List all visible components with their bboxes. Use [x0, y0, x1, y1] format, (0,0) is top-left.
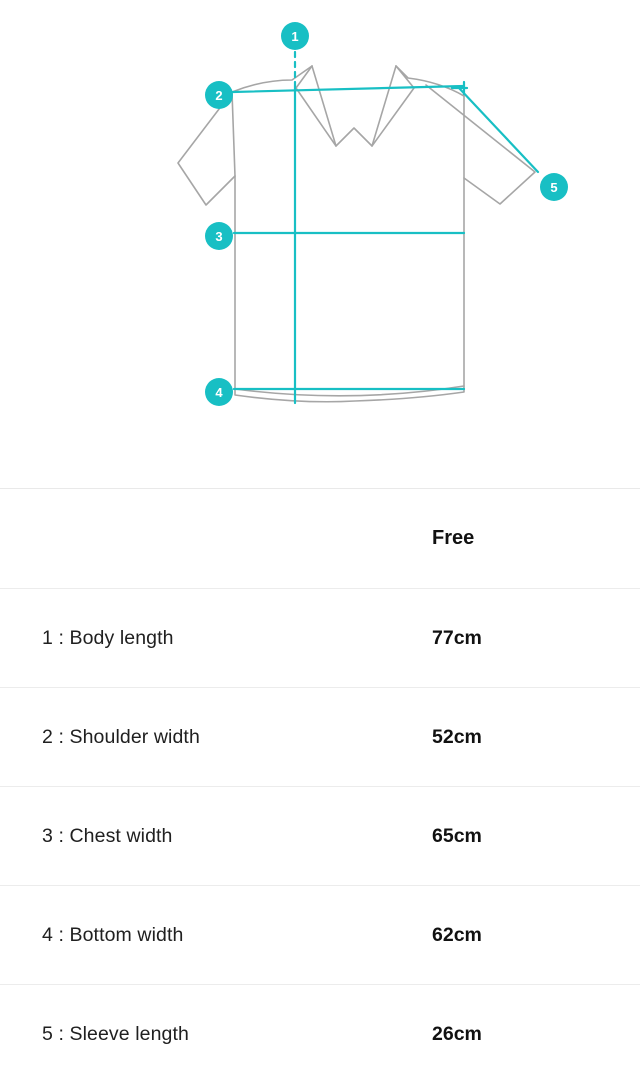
- table-row: [0, 886, 640, 985]
- svg-text:3: 3: [215, 229, 223, 244]
- svg-text:2: 2: [215, 88, 223, 103]
- svg-text:4: 4: [215, 385, 223, 400]
- table-row: [0, 787, 640, 886]
- size-table: [0, 488, 640, 1080]
- marker-4: [205, 378, 233, 406]
- measure-label: 2 : Shoulder width: [42, 725, 200, 748]
- marker-5: [540, 173, 568, 201]
- measure-value: 26cm: [432, 1023, 482, 1045]
- measure-value: 65cm: [432, 824, 482, 847]
- measure-value: 62cm: [432, 923, 482, 946]
- table-header-row: [0, 489, 640, 589]
- marker-1: [281, 22, 309, 50]
- table-row: [0, 688, 640, 787]
- measure-label: 4 : Bottom width: [42, 923, 184, 946]
- header-size-column: Free: [432, 527, 475, 549]
- measure-value: 52cm: [432, 725, 482, 748]
- measure-value: 77cm: [432, 626, 482, 649]
- measure-label: 5 : Sleeve length: [42, 1023, 189, 1045]
- marker-3: [205, 222, 233, 250]
- svg-text:1: 1: [291, 29, 299, 44]
- measure-label: 1 : Body length: [42, 626, 174, 649]
- svg-text:5: 5: [550, 180, 558, 195]
- table-row: [0, 985, 640, 1080]
- table-row: [0, 589, 640, 688]
- marker-2: [205, 81, 233, 109]
- measure-label: 3 : Chest width: [42, 824, 173, 847]
- measurement-diagram: [0, 0, 640, 488]
